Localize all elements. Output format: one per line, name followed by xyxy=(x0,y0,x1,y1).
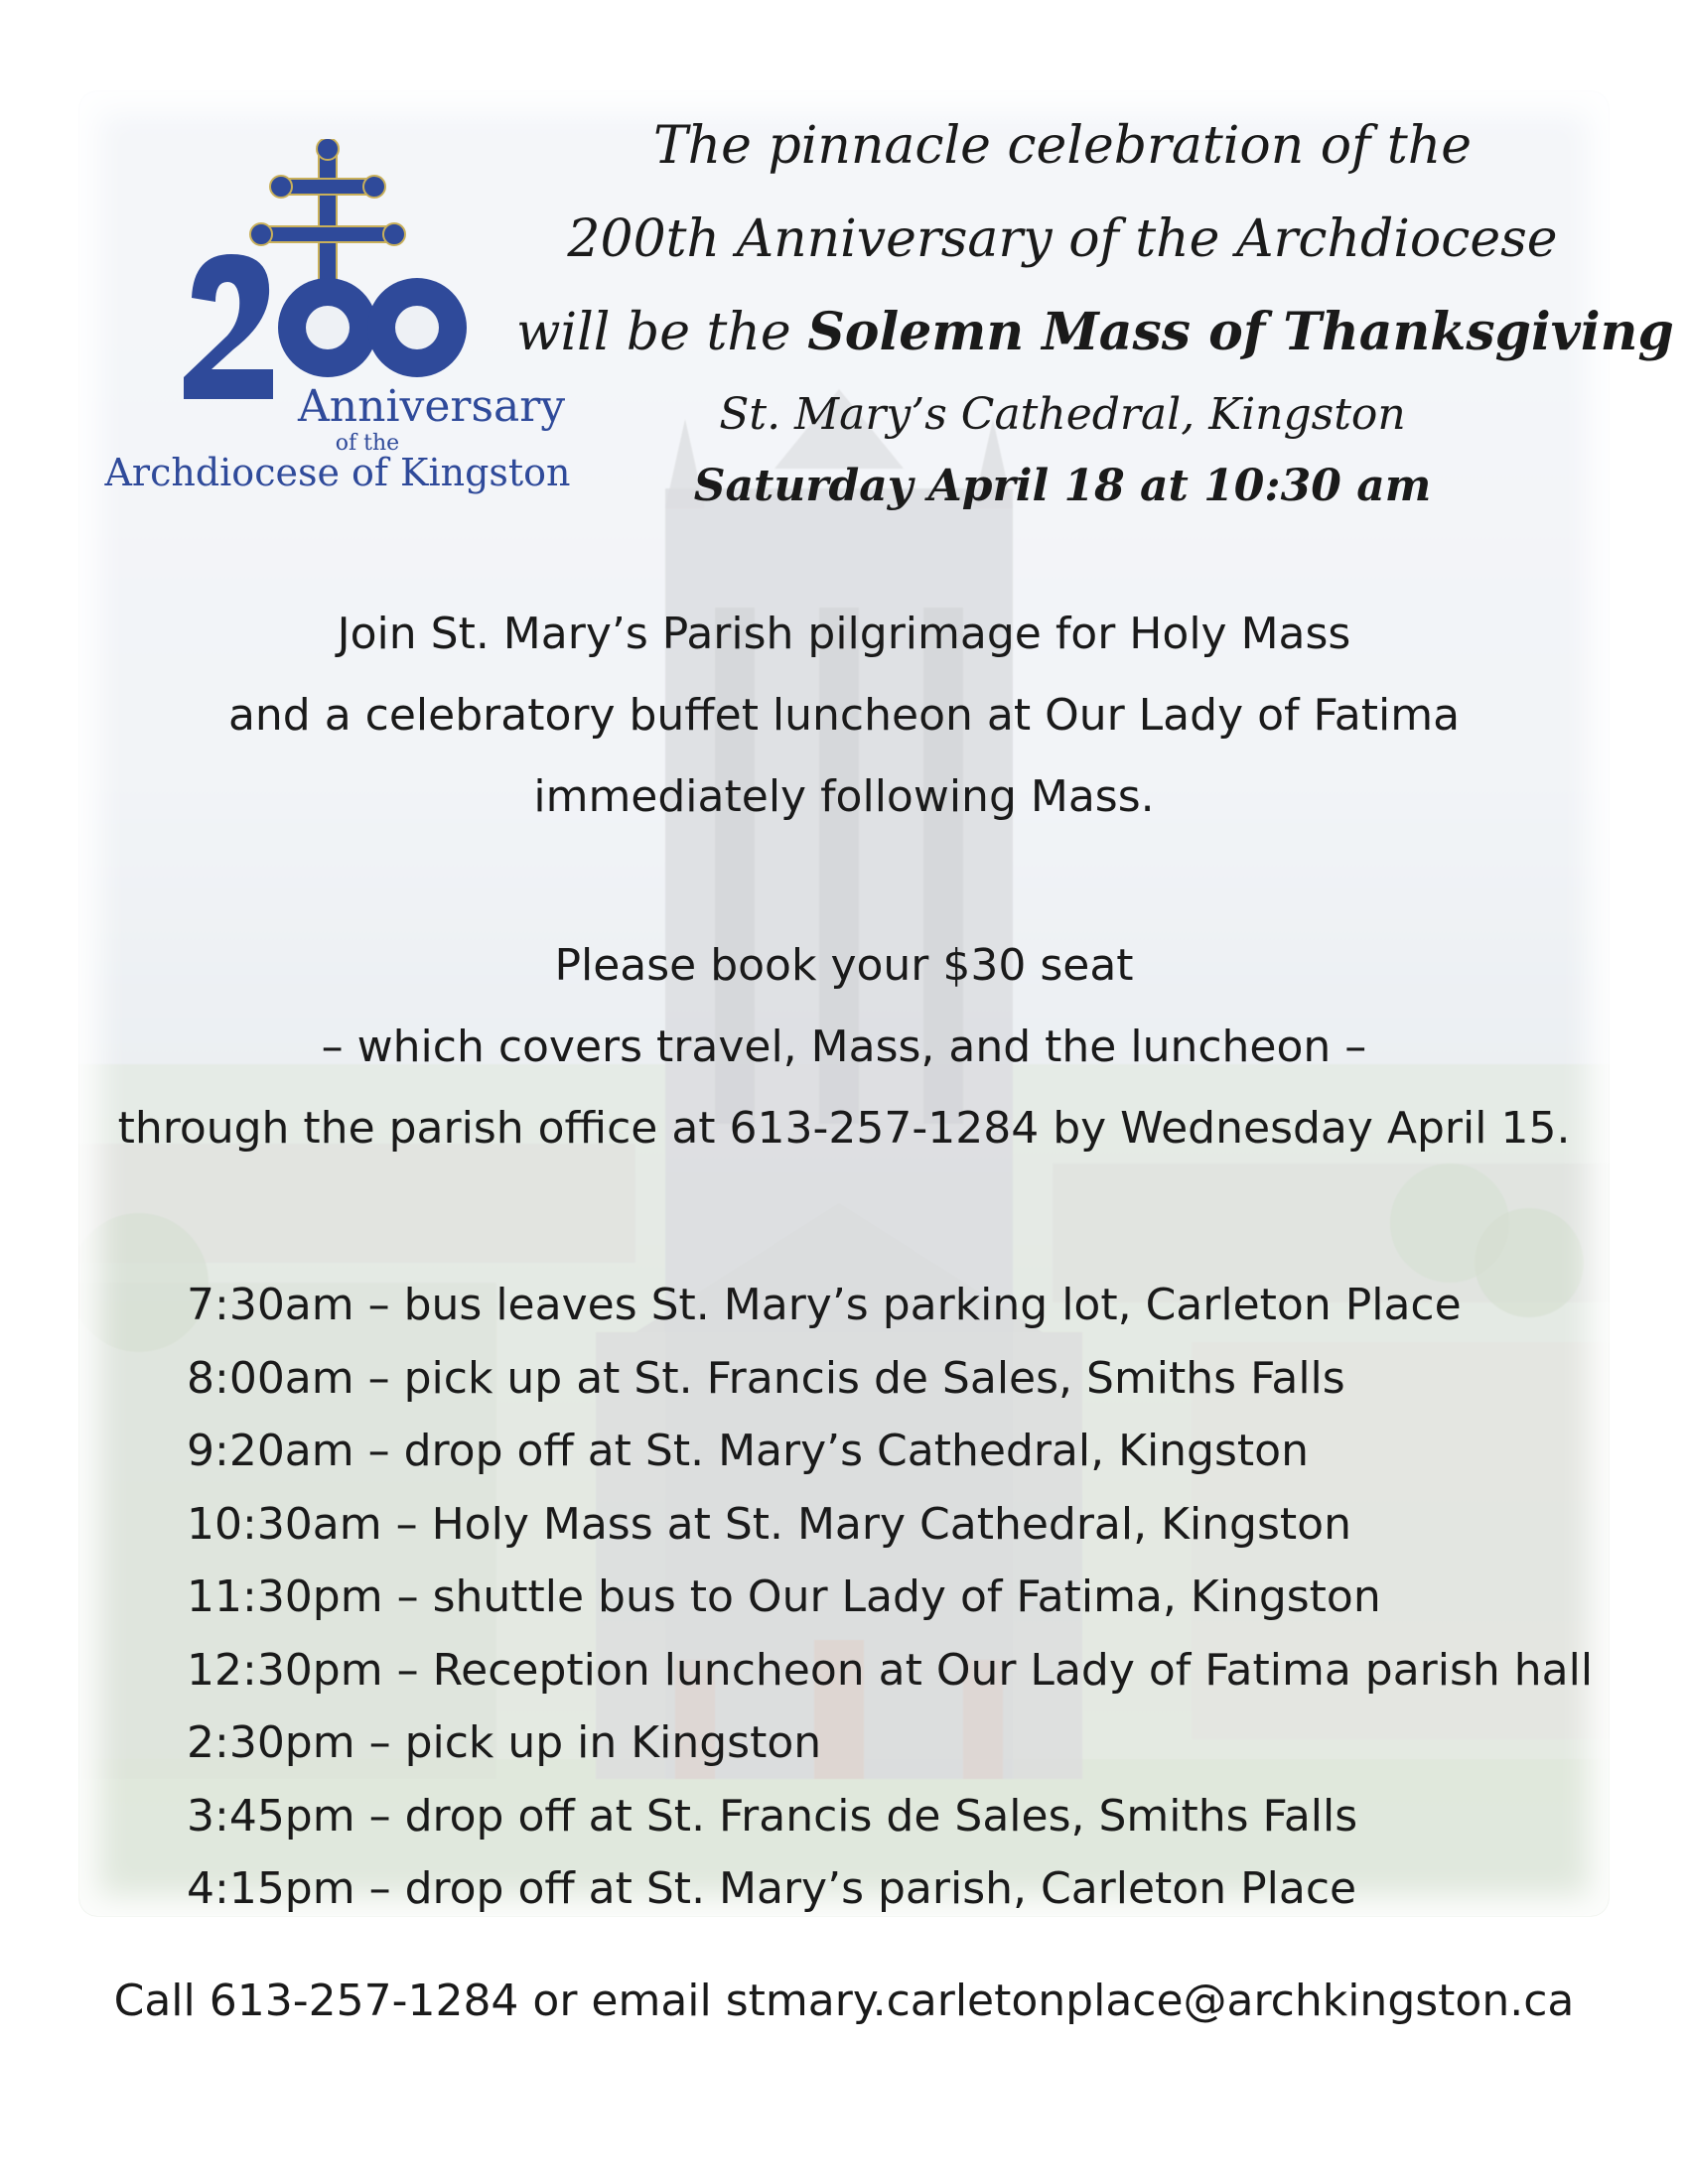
schedule-item: 8:00am – pick up at St. Francis de Sales, Smiths Falls xyxy=(187,1352,1345,1404)
schedule-item: 9:20am – drop off at St. Mary’s Cathedral, Kingston xyxy=(187,1426,1309,1476)
booking-line: Please book your $30 seat xyxy=(554,940,1134,991)
schedule-item: 7:30am – bus leaves St. Mary’s parking lot, Carleton Place xyxy=(187,1280,1462,1330)
intro-line: immediately following Mass. xyxy=(533,771,1155,822)
event-location: St. Mary’s Cathedral, Kingston xyxy=(719,389,1406,440)
schedule-item: 11:30pm – shuttle bus to Our Lady of Fatima, Kingston xyxy=(187,1571,1381,1622)
intro-paragraph xyxy=(79,594,1609,838)
logo-anniversary-text: Anniversary xyxy=(298,381,566,432)
schedule-list xyxy=(187,1269,1597,1926)
booking-line: – which covers travel, Mass, and the luncheon – xyxy=(321,1022,1367,1072)
heading-line-2: 200th Anniversary of the Archdiocese xyxy=(567,209,1558,269)
intro-line: Join St. Mary’s Parish pilgrimage for Holy Mass xyxy=(337,609,1351,659)
intro-line: and a celebratory buffet luncheon at Our Lady of Fatima xyxy=(227,690,1461,741)
schedule-item: 2:30pm – pick up in Kingston xyxy=(187,1717,822,1768)
schedule-item: 4:15pm – drop off at St. Mary’s parish, Carleton Place xyxy=(187,1863,1357,1914)
schedule-item: 3:45pm – drop off at St. Francis de Sales, Smiths Falls xyxy=(187,1790,1358,1842)
booking-line: through the parish office at 613-257-1284 by Wednesday April 15. xyxy=(117,1103,1571,1154)
contact-footer: Call 613-257-1284 or email stmary.carletonplace@archkingston.ca xyxy=(113,1976,1575,2026)
event-heading xyxy=(516,99,1674,522)
heading-line-3 xyxy=(516,286,1674,379)
logo-of-the-text: of the xyxy=(335,431,400,456)
event-date-time: Saturday April 18 at 10:30 am xyxy=(693,461,1432,511)
schedule-item: 12:30pm – Reception luncheon at Our Lady of Fatima parish hall xyxy=(187,1644,1594,1696)
schedule-item: 10:30am – Holy Mass at St. Mary Cathedral, Kingston xyxy=(187,1498,1351,1550)
heading-line-3-prefix: will be the xyxy=(516,303,808,362)
booking-paragraph xyxy=(79,925,1609,1169)
logo-archdiocese-text: Archdiocese of Kingston xyxy=(104,451,571,494)
heading-line-1: The pinnacle celebration of the xyxy=(653,116,1472,176)
heading-mass-name: Solemn Mass of Thanksgiving xyxy=(807,302,1674,362)
anniversary-logo xyxy=(104,139,571,506)
